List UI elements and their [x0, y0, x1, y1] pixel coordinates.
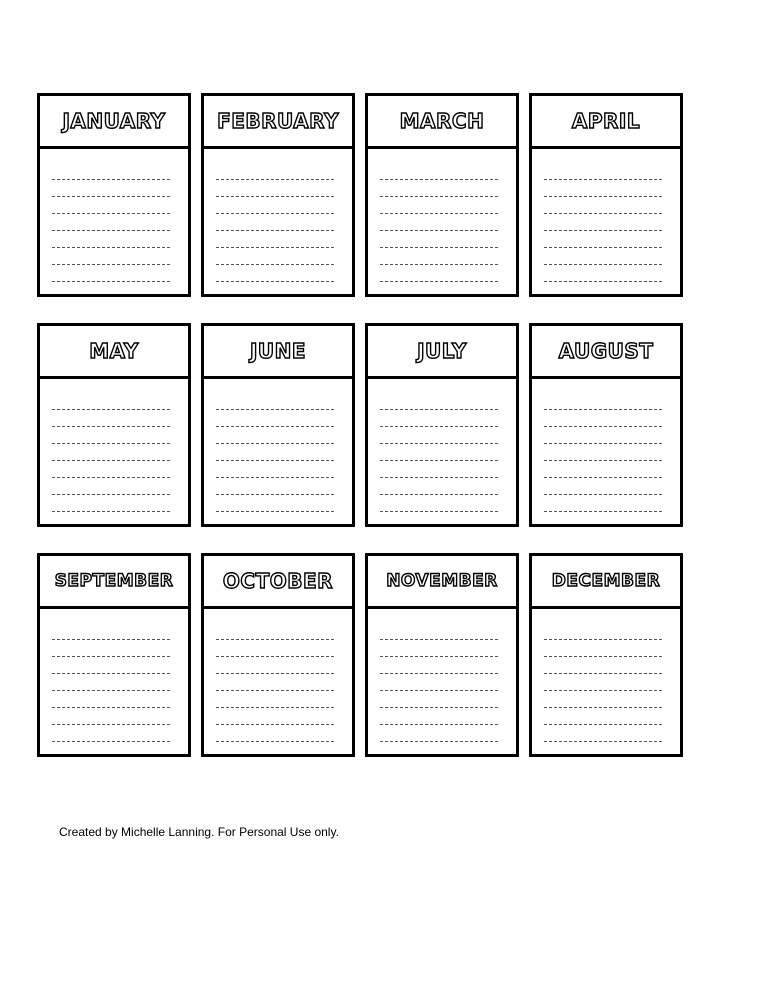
- write-line[interactable]: [380, 444, 498, 461]
- write-line[interactable]: [216, 708, 334, 725]
- write-line[interactable]: [52, 231, 170, 248]
- month-header: [204, 326, 352, 379]
- write-line[interactable]: [544, 657, 662, 674]
- write-line[interactable]: [380, 197, 498, 214]
- month-title: SEPTEMBER: [54, 571, 174, 591]
- write-line[interactable]: [544, 214, 662, 231]
- write-line[interactable]: [52, 478, 170, 495]
- write-line[interactable]: [380, 163, 498, 180]
- month-header: [40, 326, 188, 379]
- write-line[interactable]: [52, 623, 170, 640]
- write-line[interactable]: [380, 623, 498, 640]
- write-line[interactable]: [216, 393, 334, 410]
- month-title: APRIL: [571, 109, 641, 133]
- write-line[interactable]: [216, 163, 334, 180]
- month-title: MAY: [89, 339, 139, 363]
- write-line[interactable]: [380, 708, 498, 725]
- write-lines: [532, 149, 680, 282]
- write-line[interactable]: [544, 725, 662, 742]
- month-title: DECEMBER: [551, 571, 661, 591]
- write-line[interactable]: [216, 691, 334, 708]
- write-line[interactable]: [216, 657, 334, 674]
- month-header: [368, 96, 516, 149]
- write-lines: [532, 609, 680, 742]
- month-title: MARCH: [399, 109, 485, 133]
- write-line[interactable]: [544, 410, 662, 427]
- write-line[interactable]: [52, 410, 170, 427]
- month-header: [532, 556, 680, 609]
- write-line[interactable]: [544, 163, 662, 180]
- write-line[interactable]: [380, 248, 498, 265]
- write-line[interactable]: [216, 495, 334, 512]
- write-line[interactable]: [380, 657, 498, 674]
- month-title: JULY: [417, 339, 467, 363]
- write-line[interactable]: [544, 461, 662, 478]
- month-box-november: [365, 553, 519, 757]
- write-lines: [532, 379, 680, 512]
- write-line[interactable]: [216, 640, 334, 657]
- month-box-september: [37, 553, 191, 757]
- write-line[interactable]: [380, 691, 498, 708]
- write-line[interactable]: [380, 461, 498, 478]
- month-title: JUNE: [249, 339, 307, 363]
- write-line[interactable]: [52, 725, 170, 742]
- month-box-august: [529, 323, 683, 527]
- write-line[interactable]: [544, 495, 662, 512]
- month-title: JANUARY: [62, 109, 166, 133]
- write-line[interactable]: [216, 461, 334, 478]
- write-line[interactable]: [544, 427, 662, 444]
- write-line[interactable]: [216, 427, 334, 444]
- write-lines: [368, 609, 516, 742]
- write-line[interactable]: [216, 248, 334, 265]
- write-line[interactable]: [544, 393, 662, 410]
- write-line[interactable]: [52, 640, 170, 657]
- write-line[interactable]: [52, 691, 170, 708]
- write-line[interactable]: [380, 640, 498, 657]
- write-line[interactable]: [216, 197, 334, 214]
- month-title: FEBRUARY: [217, 109, 339, 133]
- write-line[interactable]: [52, 214, 170, 231]
- write-lines: [204, 609, 352, 742]
- write-line[interactable]: [216, 231, 334, 248]
- month-box-december: [529, 553, 683, 757]
- write-line[interactable]: [52, 163, 170, 180]
- write-line[interactable]: [380, 427, 498, 444]
- month-header: [40, 96, 188, 149]
- month-header: [368, 326, 516, 379]
- write-line[interactable]: [380, 725, 498, 742]
- month-box-july: [365, 323, 519, 527]
- write-line[interactable]: [216, 214, 334, 231]
- write-line[interactable]: [544, 640, 662, 657]
- month-header: [532, 96, 680, 149]
- write-line[interactable]: [544, 231, 662, 248]
- write-line[interactable]: [52, 393, 170, 410]
- write-line[interactable]: [380, 478, 498, 495]
- write-line[interactable]: [544, 248, 662, 265]
- month-box-april: [529, 93, 683, 297]
- write-line[interactable]: [216, 180, 334, 197]
- write-line[interactable]: [380, 674, 498, 691]
- write-line[interactable]: [544, 180, 662, 197]
- month-header: [204, 96, 352, 149]
- month-box-january: [37, 93, 191, 297]
- write-line[interactable]: [52, 674, 170, 691]
- write-line[interactable]: [380, 231, 498, 248]
- month-header: [368, 556, 516, 609]
- write-line[interactable]: [52, 708, 170, 725]
- write-line[interactable]: [544, 444, 662, 461]
- write-line[interactable]: [544, 265, 662, 282]
- write-line[interactable]: [380, 214, 498, 231]
- write-line[interactable]: [52, 427, 170, 444]
- write-line[interactable]: [544, 623, 662, 640]
- write-line[interactable]: [216, 478, 334, 495]
- month-box-march: [365, 93, 519, 297]
- month-title: OCTOBER: [222, 569, 334, 593]
- write-lines: [40, 609, 188, 742]
- write-line[interactable]: [216, 623, 334, 640]
- write-line[interactable]: [216, 410, 334, 427]
- write-lines: [368, 379, 516, 512]
- write-line[interactable]: [52, 495, 170, 512]
- write-line[interactable]: [380, 495, 498, 512]
- write-line[interactable]: [380, 180, 498, 197]
- write-line[interactable]: [52, 444, 170, 461]
- write-line[interactable]: [544, 674, 662, 691]
- write-line[interactable]: [216, 674, 334, 691]
- write-line[interactable]: [216, 444, 334, 461]
- write-lines: [40, 379, 188, 512]
- write-lines: [204, 379, 352, 512]
- month-box-february: [201, 93, 355, 297]
- write-lines: [368, 149, 516, 282]
- month-title: AUGUST: [558, 339, 654, 363]
- write-line[interactable]: [52, 461, 170, 478]
- write-lines: [40, 149, 188, 282]
- write-line[interactable]: [544, 197, 662, 214]
- write-line[interactable]: [52, 248, 170, 265]
- write-line[interactable]: [52, 657, 170, 674]
- write-line[interactable]: [544, 478, 662, 495]
- month-grid: [37, 93, 683, 757]
- write-line[interactable]: [380, 393, 498, 410]
- write-lines: [204, 149, 352, 282]
- write-line[interactable]: [216, 265, 334, 282]
- month-box-june: [201, 323, 355, 527]
- month-header: [532, 326, 680, 379]
- footer-credit: Created by Michelle Lanning. For Personal Use only.: [59, 825, 339, 839]
- write-line[interactable]: [544, 708, 662, 725]
- write-line[interactable]: [52, 197, 170, 214]
- write-line[interactable]: [544, 691, 662, 708]
- month-box-october: [201, 553, 355, 757]
- month-header: [40, 556, 188, 609]
- month-title: NOVEMBER: [386, 571, 498, 591]
- month-header: [204, 556, 352, 609]
- write-line[interactable]: [52, 265, 170, 282]
- write-line[interactable]: [52, 180, 170, 197]
- month-box-may: [37, 323, 191, 527]
- write-line[interactable]: [380, 410, 498, 427]
- write-line[interactable]: [216, 725, 334, 742]
- write-line[interactable]: [380, 265, 498, 282]
